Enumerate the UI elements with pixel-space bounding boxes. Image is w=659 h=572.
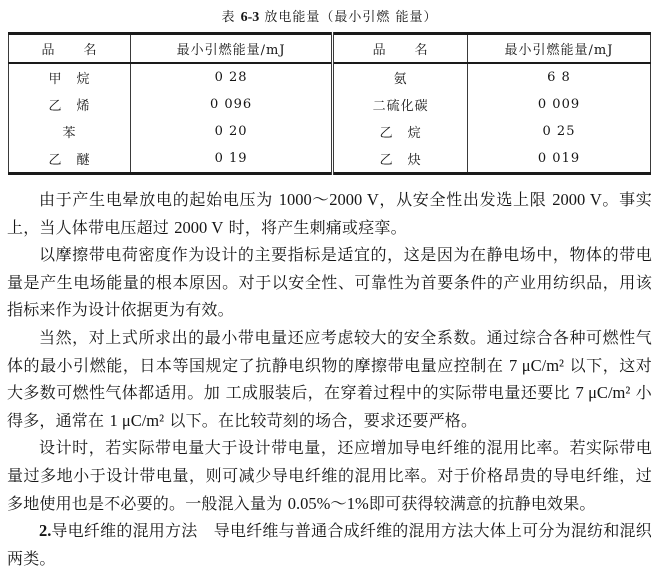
text-segment: 即可获得较满意的抗静电效果。 xyxy=(368,493,596,513)
text-segment: 当然，对上式所求出的最小带电量还应考虑较大的安全系数。通过综合各种可燃性气体的最小引燃能，日本等国规定了抗静电织物的摩擦带电量应控制在 xyxy=(7,327,652,375)
formula-text: 7 μC/m² xyxy=(509,355,564,375)
table-cell: 乙 烷 xyxy=(333,118,468,145)
table-header-cell: 最小引燃能量/mJ xyxy=(130,34,332,64)
table-wrapper xyxy=(6,32,653,175)
table-row xyxy=(9,145,651,174)
table-cell: 0 19 xyxy=(130,145,332,174)
text-segment: 由于产生电晕放电的起始电压为 xyxy=(39,190,279,209)
table-cell: 氨 xyxy=(333,63,468,91)
formula-text: 7 μC/m² xyxy=(575,383,631,403)
text-segment: 以摩擦带电荷密度作为设计的主要指标是适宜的，这是因为在静电场中，物体的带电量是产生电场能量的根本原因。对于以安全性、可靠性为首要条件的产业用纺织品，用该指标来作为设计依据更为有效。 xyxy=(7,245,652,320)
text-segment: 以下，这对大多数可燃性气体都适用。加 工成服装后，在穿着过程中的实际带电量还要比 xyxy=(7,355,653,403)
formula-text: 2000 V xyxy=(552,190,602,209)
text-segment: 。事实上，当人体带电压超过 xyxy=(7,190,652,237)
list-number: 2. xyxy=(39,521,52,541)
table-cell: 0 009 xyxy=(468,91,651,118)
text-segment: 小得多，通常在 xyxy=(7,383,652,430)
table-caption-title: 放电能量（最小引燃 能量） xyxy=(264,10,438,25)
table-cell: 苯 xyxy=(62,126,77,141)
table-cell: 乙 醚 xyxy=(48,153,91,168)
table-cell: 0 25 xyxy=(468,118,651,145)
table-header-cell: 品 名 xyxy=(333,34,468,64)
table-cell: 甲 烷 xyxy=(48,72,91,87)
text-segment: 设计时，若实际带电量大于设计带电量，还应增加导电纤维的混用比率。若实际带电量过多地小于设计带电量，则可减少导电纤维的混用比率。对于价格昂贵的导电纤维，过多地使用也是不必要的。一般混入量为 xyxy=(7,438,652,513)
table-row xyxy=(9,63,651,91)
table-cell: 0 019 xyxy=(468,145,651,174)
formula-text: 1 μC/m² xyxy=(109,410,165,430)
table-caption-prefix: 表 xyxy=(221,10,236,25)
table-header-row xyxy=(9,34,651,64)
table-header-cell: 品 名 xyxy=(9,34,131,64)
paragraph xyxy=(7,186,652,241)
table-header-cell: 最小引燃能量/mJ xyxy=(468,34,651,64)
text-segment: 以下。在比较苛刻的场合，要求还要严格。 xyxy=(164,410,478,430)
formula-text: 1000～2000 V xyxy=(278,190,379,209)
ignition-energy-table xyxy=(8,32,651,175)
table-row xyxy=(9,118,651,145)
body-text xyxy=(6,186,653,572)
paragraph xyxy=(7,324,652,434)
table-caption-number: 6-3 xyxy=(240,10,260,25)
table-cell: 0 28 xyxy=(130,63,332,91)
formula-text: 2000 V xyxy=(174,217,224,237)
table-cell: 乙 烯 xyxy=(48,99,91,114)
text-segment: 时，将产生刺痛或痉挛。 xyxy=(223,217,407,237)
table-caption xyxy=(6,6,653,26)
text-segment: 导电纤维的混用方法 导电纤维与普通合成纤维的混用方法大体上可分为混纺和混织两类。 xyxy=(7,521,652,568)
table-body xyxy=(9,63,651,174)
table-cell: 二硫化碳 xyxy=(333,91,468,118)
table-cell: 乙 炔 xyxy=(333,145,468,174)
text-segment: ，从安全性出发选上限 xyxy=(378,190,553,209)
paragraph xyxy=(7,434,652,517)
table-cell: 6 8 xyxy=(468,63,651,91)
formula-text: 0.05%～1% xyxy=(287,493,369,513)
paragraph xyxy=(7,517,652,572)
paragraph xyxy=(7,241,652,324)
table-cell: 0 20 xyxy=(130,118,332,145)
table-row xyxy=(9,91,651,118)
table-cell: 0 096 xyxy=(130,91,332,118)
